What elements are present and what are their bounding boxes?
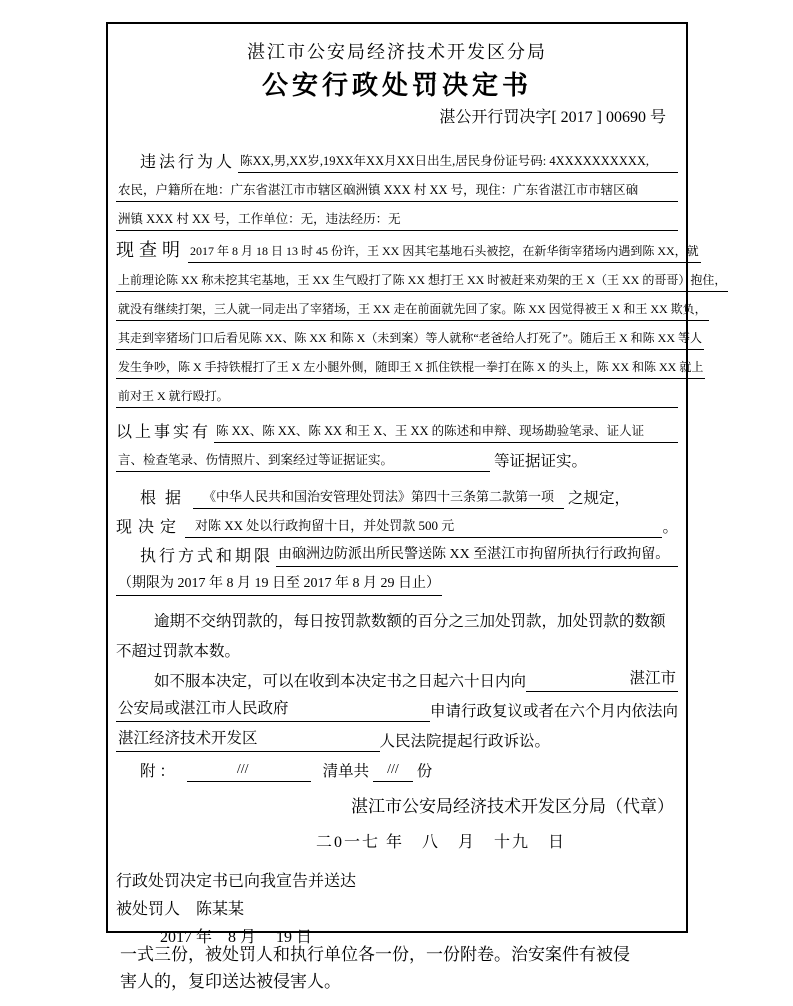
underline-filler [395, 471, 490, 472]
execution-period: （期限为 2017 年 8 月 19 日至 2017 年 8 月 29 日止） [116, 572, 442, 596]
underline-filler [263, 781, 311, 782]
violator-line-2 [116, 173, 678, 202]
appeal-line-3 [116, 722, 678, 752]
violator-value: 陈XX,男,XX岁,19XX年XX月XX日出生,居民身份证号码: 4XXXXXXXXXX, [238, 151, 651, 173]
evidence-value: 陈 XX、陈 XX、陈 XX 和王 X、王 XX 的陈述和申辩、现场勘验笔录、证人证 [214, 421, 646, 443]
attachment-unit: 份 [416, 763, 433, 780]
underline-filler [464, 537, 662, 538]
appeal-text: 申请行政复议或者在六个月内依法向 [429, 703, 678, 720]
decision-suffix: 。 [662, 519, 678, 536]
late-payment-clause [116, 602, 678, 662]
execution-line-2 [116, 567, 678, 596]
findings-line-5 [116, 350, 704, 379]
attachment-middle-text: 清单共 [322, 763, 370, 780]
issuing-authority-title: 湛江市公安局经济技术开发区分局 [247, 42, 547, 62]
attachment-line [116, 752, 678, 782]
latefee-line-1 [116, 602, 678, 632]
findings-value: 发生争吵，陈 X 手持铁棍打了王 X 左小腿外侧，随即王 X 抓住铁棍一拳打在陈 X 的头上，陈 XX 和陈 XX 就上 [116, 358, 705, 379]
delivery-date: 2017 年 8 月 19 日 [160, 929, 313, 946]
evidence-line-1 [116, 414, 678, 443]
underline-filler [651, 172, 678, 173]
violator-value: 洲镇 XXX 村 XX 号，工作单位：无，违法经历：无 [116, 209, 403, 231]
underline-filler [526, 691, 627, 692]
underline-filler [187, 781, 223, 782]
appeal-line-2 [116, 692, 678, 722]
underline-filler [291, 721, 430, 722]
document-number: 湛公开行罚决字[ 2017 ] 00690 号 [439, 109, 666, 126]
appeal-rights-clause [116, 662, 678, 782]
delivery-acknowledgement [116, 868, 678, 952]
violator-line-1 [116, 144, 678, 173]
execution-label: 执行方式和期限 [140, 548, 274, 565]
findings-section [116, 234, 727, 408]
findings-value: 其走到宰猪场门口后看见陈 XX、陈 XX 和陈 X（未到案）等人就称“老爸给人打死了”。随后王 X 和陈 XX 等人 [116, 329, 704, 350]
evidence-section [116, 414, 678, 472]
underline-filler [640, 201, 678, 202]
basis-value: 《中华人民共和国治安管理处罚法》第四十三条第二款第一项 [193, 486, 564, 509]
underline-filler [260, 751, 380, 752]
violator-label: 违法行为人 [140, 154, 236, 171]
latefee-text: 不超过罚款本数。 [116, 643, 241, 660]
findings-value: 2017 年 8 月 18 日 13 时 45 份许，王 XX 因其宅基地石头被挖，在新华街宰猪场内遇到陈 XX，就 [188, 242, 701, 263]
appeal-text: 人民法院提起行政诉讼。 [379, 733, 551, 750]
document-title: 公安行政处罚决定书 [261, 71, 532, 100]
distribution-note-line: 一式三份，被处罚人和执行单位各一份，一份附卷。治安案件有被侵 [120, 945, 630, 964]
appeal-text: 如不服本决定，可以在收到本决定书之日起六十日内向 [154, 673, 527, 690]
underline-filler [231, 407, 678, 408]
findings-value: 就没有继续打架，三人就一同走出了宰猪场，王 XX 走在前面就先回了家。陈 XX 因觉得被王 X 和王 XX 欺负， [116, 300, 709, 321]
evidence-value: 言、检查笔录、伤情照片、到案经过等证据证实。 [116, 450, 395, 472]
appeal-court: 湛江经济技术开发区 [116, 726, 260, 752]
latefee-text: 逾期不交纳罚款的，每日按罚款数额的百分之三加处罚款，加处罚款的数额 [154, 613, 666, 630]
appeal-line-1 [116, 662, 678, 692]
findings-line-1 [116, 234, 699, 263]
underline-filler [403, 230, 678, 231]
punished-person-line: 被处罚人 陈某某 [116, 901, 245, 918]
decision-label: 现决定 [116, 519, 183, 536]
basis-label: 根据 [140, 490, 191, 507]
findings-line-2 [116, 263, 727, 292]
appeal-review-organ: 湛江市 [627, 666, 678, 692]
basis-line [116, 480, 678, 509]
execution-line-1 [116, 538, 678, 567]
execution-section [116, 538, 678, 596]
decision-date: 二0一七 年 八 月 十九 日 [315, 834, 566, 851]
basis-suffix: 之规定， [568, 490, 631, 507]
findings-line-4 [116, 321, 702, 350]
document-frame [106, 22, 727, 946]
delivery-statement: 行政处罚决定书已向我宣告并送达 [116, 873, 357, 890]
underline-filler [646, 442, 678, 443]
findings-line-6 [116, 379, 678, 408]
evidence-line-2 [116, 443, 678, 472]
findings-value: 前对王 X 就行殴打。 [116, 387, 231, 408]
decision-value: 对陈 XX 处以行政拘留十日，并处罚款 500 元 [185, 515, 464, 538]
issuing-authority-signature: 湛江市公安局经济技术开发区分局（代章） [351, 797, 674, 816]
underline-filler [671, 566, 678, 567]
execution-value: 由硇洲边防派出所民警送陈 XX 至湛江市拘留所执行行政拘留。 [276, 543, 671, 567]
attachment-label: 附 ： [140, 763, 175, 780]
violator-section [116, 144, 678, 231]
attachment-slash-value: /// [223, 762, 263, 782]
distribution-note-line: 害人的，复印送达被侵害人。 [120, 972, 341, 991]
distribution-note [120, 941, 700, 995]
appeal-review-organ: 公安局或湛江市人民政府 [116, 696, 291, 722]
decision-line [116, 509, 678, 538]
attachment-count-value: /// [373, 762, 413, 782]
legal-basis-section [116, 480, 678, 538]
findings-line-3 [116, 292, 707, 321]
violator-line-3 [116, 202, 678, 231]
findings-label: 现查明 [116, 240, 185, 260]
violator-value: 农民，户籍所在地：广东省湛江市市辖区硇洲镇 XXX 村 XX 号，现住：广东省湛江市市辖区硇 [116, 180, 640, 202]
evidence-label: 以上事实有 [116, 424, 212, 441]
latefee-line-2 [116, 632, 678, 662]
findings-value: 上前理论陈 XX 称未挖其宅基地，王 XX 生气殴打了陈 XX 想打王 XX 时被赶来劝架的王 X（王 XX 的哥哥）抱住， [116, 271, 728, 292]
evidence-suffix: 等证据证实。 [494, 453, 588, 470]
